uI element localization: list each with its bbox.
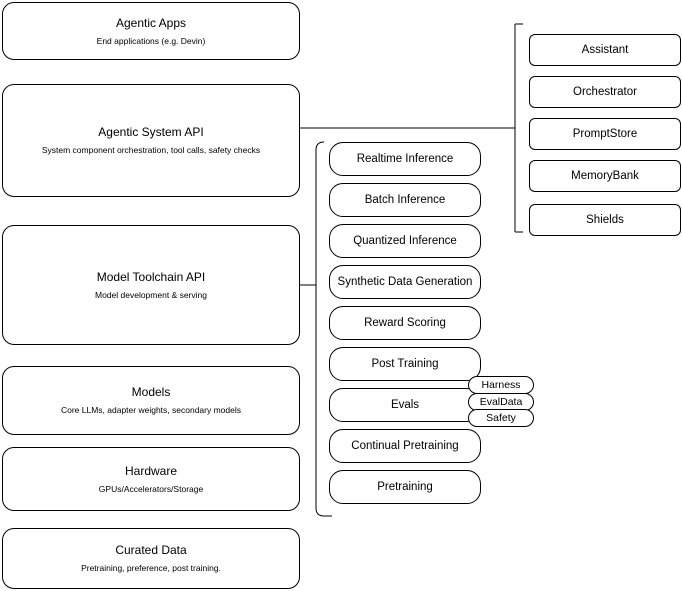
middle-box-title: Pretraining [377,480,433,493]
right-box-orchestrator[interactable] [529,76,681,108]
middle-box-title: Quantized Inference [353,234,457,247]
eval-pill-label: Harness [481,379,521,391]
middle-box-title: Post Training [371,357,439,370]
middle-box-batch-inference[interactable] [329,183,481,217]
middle-box-title: Continual Pretraining [351,439,459,452]
right-box-title: Assistant [581,43,629,56]
eval-pill-label: EvalData [479,396,523,408]
right-box-title: Orchestrator [573,85,637,98]
left-box-subtitle: Core LLMs, adapter weights, secondary models [60,405,241,415]
right-box-memorybank[interactable] [529,160,681,192]
left-box-curated-data[interactable] [2,528,300,589]
middle-box-title: Evals [390,398,420,411]
middle-box-pretraining[interactable] [329,470,481,504]
left-box-models[interactable] [2,366,300,435]
eval-pill-harness[interactable] [468,376,534,394]
middle-box-realtime-inference[interactable] [329,142,481,176]
eval-pill-label: Safety [486,412,516,424]
middle-box-title: Batch Inference [364,193,446,206]
left-box-subtitle: GPUs/Accelerators/Storage [98,483,204,494]
left-box-title: Agentic Apps [115,15,187,30]
middle-box-continual-pretraining[interactable] [329,429,481,463]
right-box-title: PromptStore [572,127,638,140]
eval-pill-safety[interactable] [468,409,534,427]
left-box-agentic-apps[interactable] [2,2,300,60]
left-box-subtitle: System component orchestration, tool calls, safety checks [41,145,261,155]
middle-box-synthetic-data-generation[interactable] [329,265,481,299]
right-box-shields[interactable] [529,204,681,236]
left-box-agentic-system-api[interactable] [2,84,300,197]
left-box-title: Hardware [124,463,178,478]
left-box-subtitle: End applications (e.g. Devin) [96,35,206,46]
middle-box-quantized-inference[interactable] [329,224,481,258]
right-box-title: MemoryBank [571,169,639,182]
middle-box-post-training[interactable] [329,347,481,381]
right-box-title: Shields [586,213,624,226]
middle-box-reward-scoring[interactable] [329,306,481,340]
left-box-model-toolchain-api[interactable] [2,225,300,345]
left-box-title: Agentic System API [98,125,204,139]
left-box-title: Models [131,385,171,399]
left-box-title: Model Toolchain API [96,269,206,284]
middle-box-title: Realtime Inference [356,152,454,165]
left-box-subtitle: Pretraining, preference, post training. [81,563,221,573]
left-box-hardware[interactable] [2,447,300,511]
middle-box-title: Reward Scoring [364,316,446,329]
right-box-promptstore[interactable] [529,118,681,150]
left-box-title: Curated Data [115,543,187,557]
left-box-subtitle: Model development & serving [95,289,207,300]
middle-box-title: Synthetic Data Generation [337,275,473,288]
middle-box-evals[interactable] [329,388,481,422]
right-box-assistant[interactable] [529,34,681,66]
